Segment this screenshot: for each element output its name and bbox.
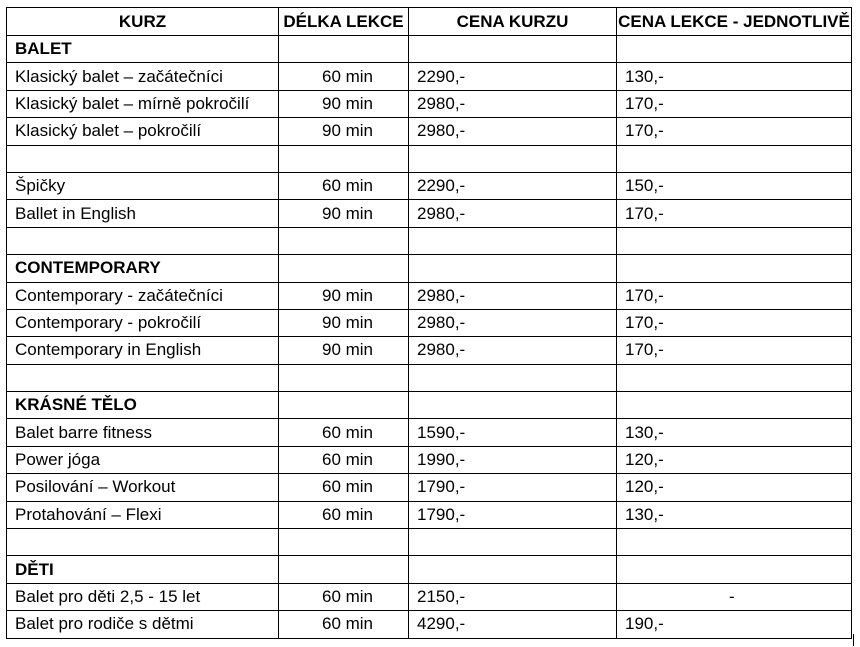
- table-row: [7, 337, 852, 364]
- table-row: [7, 63, 852, 90]
- lesson-price: 170,-: [617, 309, 852, 336]
- course-name: Power jóga: [7, 446, 279, 473]
- section-title: DĚTI: [7, 556, 279, 583]
- lesson-duration: 60 min: [279, 583, 409, 610]
- lesson-price: 170,-: [617, 90, 852, 117]
- empty-row: [7, 529, 852, 556]
- lesson-duration: 60 min: [279, 501, 409, 528]
- table-row: [7, 474, 852, 501]
- lesson-price: 130,-: [617, 63, 852, 90]
- lesson-price: 120,-: [617, 446, 852, 473]
- table-row: [7, 419, 852, 446]
- section-row: [7, 556, 852, 583]
- lesson-price: -: [617, 583, 852, 610]
- course-name: Špičky: [7, 172, 279, 199]
- course-name: Contemporary in English: [7, 337, 279, 364]
- header-row: [7, 8, 852, 36]
- lesson-duration: 60 min: [279, 446, 409, 473]
- table-row: [7, 200, 852, 227]
- course-price: 2980,-: [409, 200, 617, 227]
- lesson-price: 170,-: [617, 282, 852, 309]
- course-price: 1790,-: [409, 501, 617, 528]
- lesson-duration: 90 min: [279, 200, 409, 227]
- lesson-price: 150,-: [617, 172, 852, 199]
- course-price: 2150,-: [409, 583, 617, 610]
- course-price: 2290,-: [409, 63, 617, 90]
- course-price: 1590,-: [409, 419, 617, 446]
- lesson-duration: 60 min: [279, 172, 409, 199]
- lesson-price: 130,-: [617, 501, 852, 528]
- lesson-duration: 60 min: [279, 611, 409, 638]
- empty-row: [7, 145, 852, 172]
- header-course-price: CENA KURZU: [409, 8, 617, 36]
- table-row: [7, 282, 852, 309]
- lesson-price: 170,-: [617, 200, 852, 227]
- header-duration: DÉLKA LEKCE: [279, 8, 409, 36]
- course-name: Contemporary - začátečníci: [7, 282, 279, 309]
- course-price: 2980,-: [409, 282, 617, 309]
- course-price: 2980,-: [409, 309, 617, 336]
- table-body: [7, 36, 852, 639]
- table-row: [7, 118, 852, 145]
- empty-row: [7, 364, 852, 391]
- section-title: BALET: [7, 36, 279, 63]
- course-name: Balet pro děti 2,5 - 15 let: [7, 583, 279, 610]
- lesson-duration: 60 min: [279, 63, 409, 90]
- lesson-price: 120,-: [617, 474, 852, 501]
- lesson-duration: 90 min: [279, 337, 409, 364]
- lesson-price: 170,-: [617, 337, 852, 364]
- course-name: Klasický balet – pokročilí: [7, 118, 279, 145]
- header-course: KURZ: [7, 8, 279, 36]
- section-title: KRÁSNÉ TĚLO: [7, 392, 279, 419]
- lesson-price: 190,-: [617, 611, 852, 638]
- table-row: [7, 611, 852, 638]
- section-row: [7, 36, 852, 63]
- price-table: [6, 7, 852, 639]
- lesson-duration: 90 min: [279, 118, 409, 145]
- lesson-duration: 90 min: [279, 309, 409, 336]
- header-lesson-price: CENA LEKCE - JEDNOTLIVĚ: [617, 8, 852, 36]
- section-title: CONTEMPORARY: [7, 255, 279, 282]
- section-row: [7, 255, 852, 282]
- table-row: [7, 172, 852, 199]
- lesson-price: 170,-: [617, 118, 852, 145]
- course-name: Posilování – Workout: [7, 474, 279, 501]
- course-price: 4290,-: [409, 611, 617, 638]
- course-name: Balet barre fitness: [7, 419, 279, 446]
- course-name: Balet pro rodiče s dětmi: [7, 611, 279, 638]
- course-price: 2980,-: [409, 90, 617, 117]
- course-name: Klasický balet – mírně pokročilí: [7, 90, 279, 117]
- lesson-duration: 60 min: [279, 474, 409, 501]
- text-cursor: [853, 634, 854, 646]
- course-price: 1790,-: [409, 474, 617, 501]
- lesson-duration: 60 min: [279, 419, 409, 446]
- lesson-price: 130,-: [617, 419, 852, 446]
- course-price: 2980,-: [409, 337, 617, 364]
- lesson-duration: 90 min: [279, 90, 409, 117]
- course-price: 2980,-: [409, 118, 617, 145]
- course-name: Contemporary - pokročilí: [7, 309, 279, 336]
- course-name: Protahování – Flexi: [7, 501, 279, 528]
- table-row: [7, 501, 852, 528]
- table-row: [7, 309, 852, 336]
- course-price: 1990,-: [409, 446, 617, 473]
- section-row: [7, 392, 852, 419]
- course-name: Klasický balet – začátečníci: [7, 63, 279, 90]
- empty-row: [7, 227, 852, 254]
- course-name: Ballet in English: [7, 200, 279, 227]
- table-row: [7, 446, 852, 473]
- course-price: 2290,-: [409, 172, 617, 199]
- table-row: [7, 583, 852, 610]
- lesson-duration: 90 min: [279, 282, 409, 309]
- table-row: [7, 90, 852, 117]
